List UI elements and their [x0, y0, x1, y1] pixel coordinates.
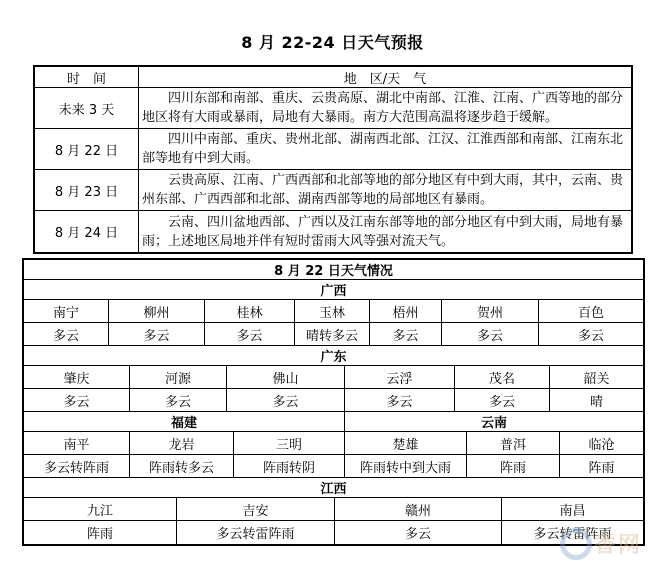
- weather-cell: 阵雨转多云: [130, 455, 234, 477]
- col-header-region: 地 区/天 气: [343, 71, 427, 87]
- forecast-text: 四川中南部、重庆、贵州北部、湖南西北部、江汉、江淮西部和南部、江南东北部等地有中到大雨。: [142, 132, 624, 166]
- forecast-row-aug22: [35, 129, 631, 170]
- weather-cell: 晴转多云: [295, 323, 370, 345]
- weather-cell: 多云: [205, 323, 295, 345]
- weather-cell: 多云: [130, 389, 227, 411]
- weather-cell: 多云转阵雨: [24, 455, 130, 477]
- weather-cell: 多云: [455, 389, 550, 411]
- city-cell: 玉林: [295, 300, 370, 322]
- city-row-fujian-yunnan: [24, 432, 643, 455]
- province-header-guangdong: [24, 346, 643, 366]
- weather-cell: 多云转雷阵雨: [533, 527, 612, 542]
- weather-cell: 多云: [370, 323, 442, 345]
- city-cell: 南宁: [24, 300, 109, 322]
- city-weather-table: [22, 258, 645, 546]
- city-row-jiangxi: [24, 498, 643, 521]
- province-label: 江西: [320, 482, 347, 497]
- city-cell: 三明: [234, 432, 345, 454]
- weather-cell: 阵雨: [24, 521, 177, 544]
- city-cell: 佛山: [227, 366, 345, 388]
- time-cell: 8 月 24 日: [35, 211, 139, 252]
- province-label: 广东: [320, 350, 347, 365]
- city-cell: 龙岩: [130, 432, 234, 454]
- watermark-text: 香网: [594, 533, 643, 558]
- forecast-row-aug24: [35, 211, 631, 252]
- city-cell: 河源: [130, 366, 227, 388]
- weather-cell: 多云: [24, 389, 130, 411]
- weather-cell: 晴: [589, 394, 603, 410]
- province-header-jiangxi: [24, 478, 643, 498]
- weather-cell: 多云转雷阵雨: [177, 521, 335, 544]
- city-cell: 梧州: [370, 300, 442, 322]
- forecast-row-aug23: [35, 170, 631, 211]
- weather-cell: 阵雨: [467, 455, 560, 477]
- weather-cell: 阵雨转中到大雨: [345, 455, 467, 477]
- province-label-yunnan: 云南: [480, 416, 507, 431]
- weather-cell: 多云: [442, 323, 539, 345]
- weather-cell: 多云: [577, 328, 604, 344]
- weather-row-guangdong: [24, 389, 643, 412]
- time-cell: 8 月 23 日: [35, 170, 139, 210]
- city-row-guangdong: [24, 366, 643, 389]
- city-cell: 茂名: [455, 366, 550, 388]
- province-label: 广西: [320, 284, 347, 299]
- city-cell: 柳州: [109, 300, 205, 322]
- weather-row-guangxi: [24, 323, 643, 346]
- time-cell: 未来 3 天: [35, 88, 139, 128]
- page-title: 8 月 22-24 日天气预报: [241, 33, 424, 52]
- city-cell: 南平: [24, 432, 130, 454]
- province-label-fujian: 福建: [24, 412, 345, 431]
- city-cell: 肇庆: [24, 366, 130, 388]
- forecast-text: 云贵高原、江南、广西西部和北部等地的部分地区有中到大雨，其中，云南、贵州东部、广西西部和北部、湖南西部等地的局部地区有暴雨。: [142, 173, 624, 207]
- weather-row-jiangxi: [24, 521, 643, 544]
- city-cell: 桂林: [205, 300, 295, 322]
- col-header-time: 时 间: [35, 67, 139, 87]
- forecast-table: [33, 65, 633, 254]
- weather-table-title: 8 月 22 日天气情况: [274, 264, 393, 279]
- forecast-text: 四川东部和南部、重庆、云贵高原、湖北中南部、江淮、江南、广西等地的部分地区将有大雨或暴雨，局地有大暴雨。南方大范围高温将逐步趋于缓解。: [142, 91, 624, 125]
- forecast-text: 云南、四川盆地西部、广西以及江南东部等地的部分地区有中到大雨，局地有暴雨；上述地区局地并伴有短时雷雨大风等强对流天气。: [142, 214, 624, 249]
- city-cell: 普洱: [467, 432, 560, 454]
- weather-row-fujian-yunnan: [24, 455, 643, 478]
- city-cell: 吉安: [177, 498, 335, 520]
- city-cell: 九江: [24, 498, 177, 520]
- city-cell: 韶关: [583, 371, 610, 387]
- time-cell: 8 月 22 日: [35, 129, 139, 169]
- city-cell: 云浮: [345, 366, 455, 388]
- forecast-row-next3days: [35, 88, 631, 129]
- province-header-fujian-yunnan: [24, 412, 643, 432]
- city-cell: 贺州: [442, 300, 539, 322]
- city-cell: 楚雄: [345, 432, 467, 454]
- weather-table-title-row: [24, 260, 643, 280]
- weather-cell: 多云: [227, 389, 345, 411]
- weather-cell: 阵雨转阴: [234, 455, 345, 477]
- city-cell: 百色: [577, 305, 604, 321]
- city-row-guangxi: [24, 300, 643, 323]
- forecast-header-row: [35, 67, 631, 88]
- city-cell: 赣州: [335, 498, 502, 520]
- city-cell: 临沧: [588, 437, 615, 453]
- province-header-guangxi: [24, 280, 643, 300]
- weather-cell: 多云: [24, 323, 109, 345]
- weather-cell: 多云: [345, 389, 455, 411]
- weather-cell: 阵雨: [588, 460, 615, 476]
- city-cell: 南昌: [559, 503, 586, 519]
- weather-cell: 多云: [335, 521, 502, 544]
- weather-cell: 多云: [109, 323, 205, 345]
